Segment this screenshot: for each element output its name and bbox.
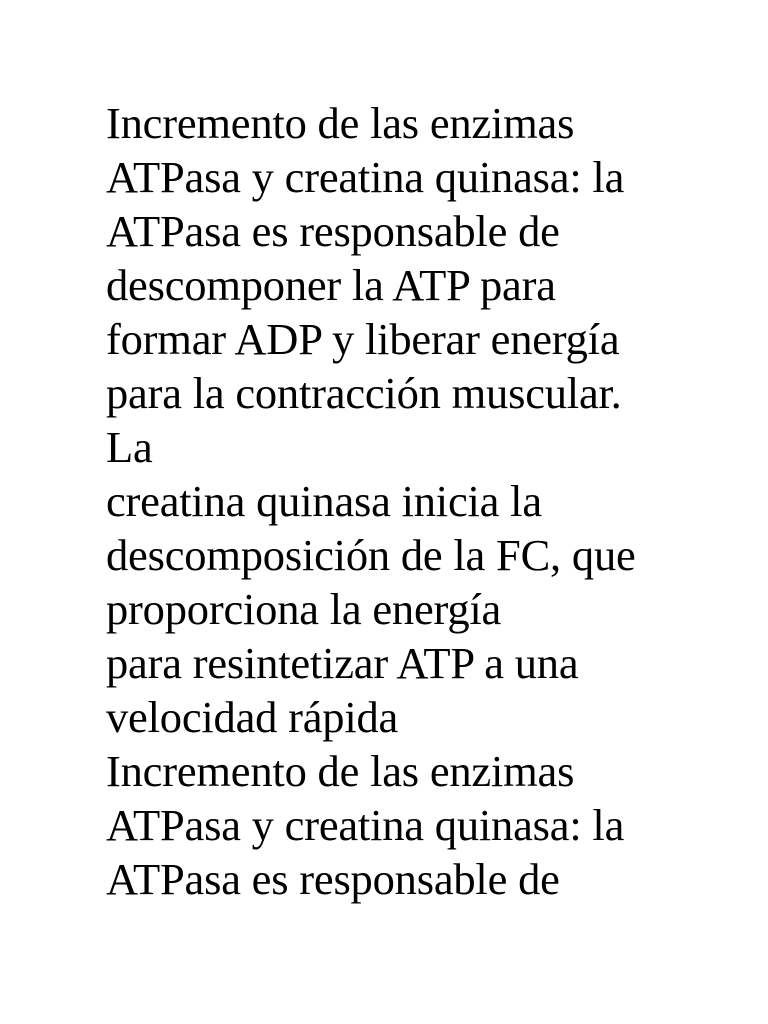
text-line: descomposición de la FC, que [106,530,636,580]
text-line: ATPasa y creatina quinasa: la [106,152,625,202]
text-line: proporciona la energía [106,584,502,634]
text-line: Incremento de las enzimas [106,98,575,148]
text-line: creatina quinasa inicia la [106,476,542,526]
text-line: Incremento de las enzimas [106,746,575,796]
text-line: para la contracción muscular. [106,368,622,418]
text-line: La [106,422,153,472]
text-line: velocidad rápida [106,692,399,742]
text-line: descomponer la ATP para [106,260,556,310]
text-line: formar ADP y liberar energía [106,314,620,364]
text-line: para resintetizar ATP a una [106,638,579,688]
text-line: ATPasa y creatina quinasa: la [106,800,625,850]
text-line: ATPasa es responsable de [106,206,560,256]
body-text [106,96,756,906]
text-line: ATPasa es responsable de [106,854,560,904]
